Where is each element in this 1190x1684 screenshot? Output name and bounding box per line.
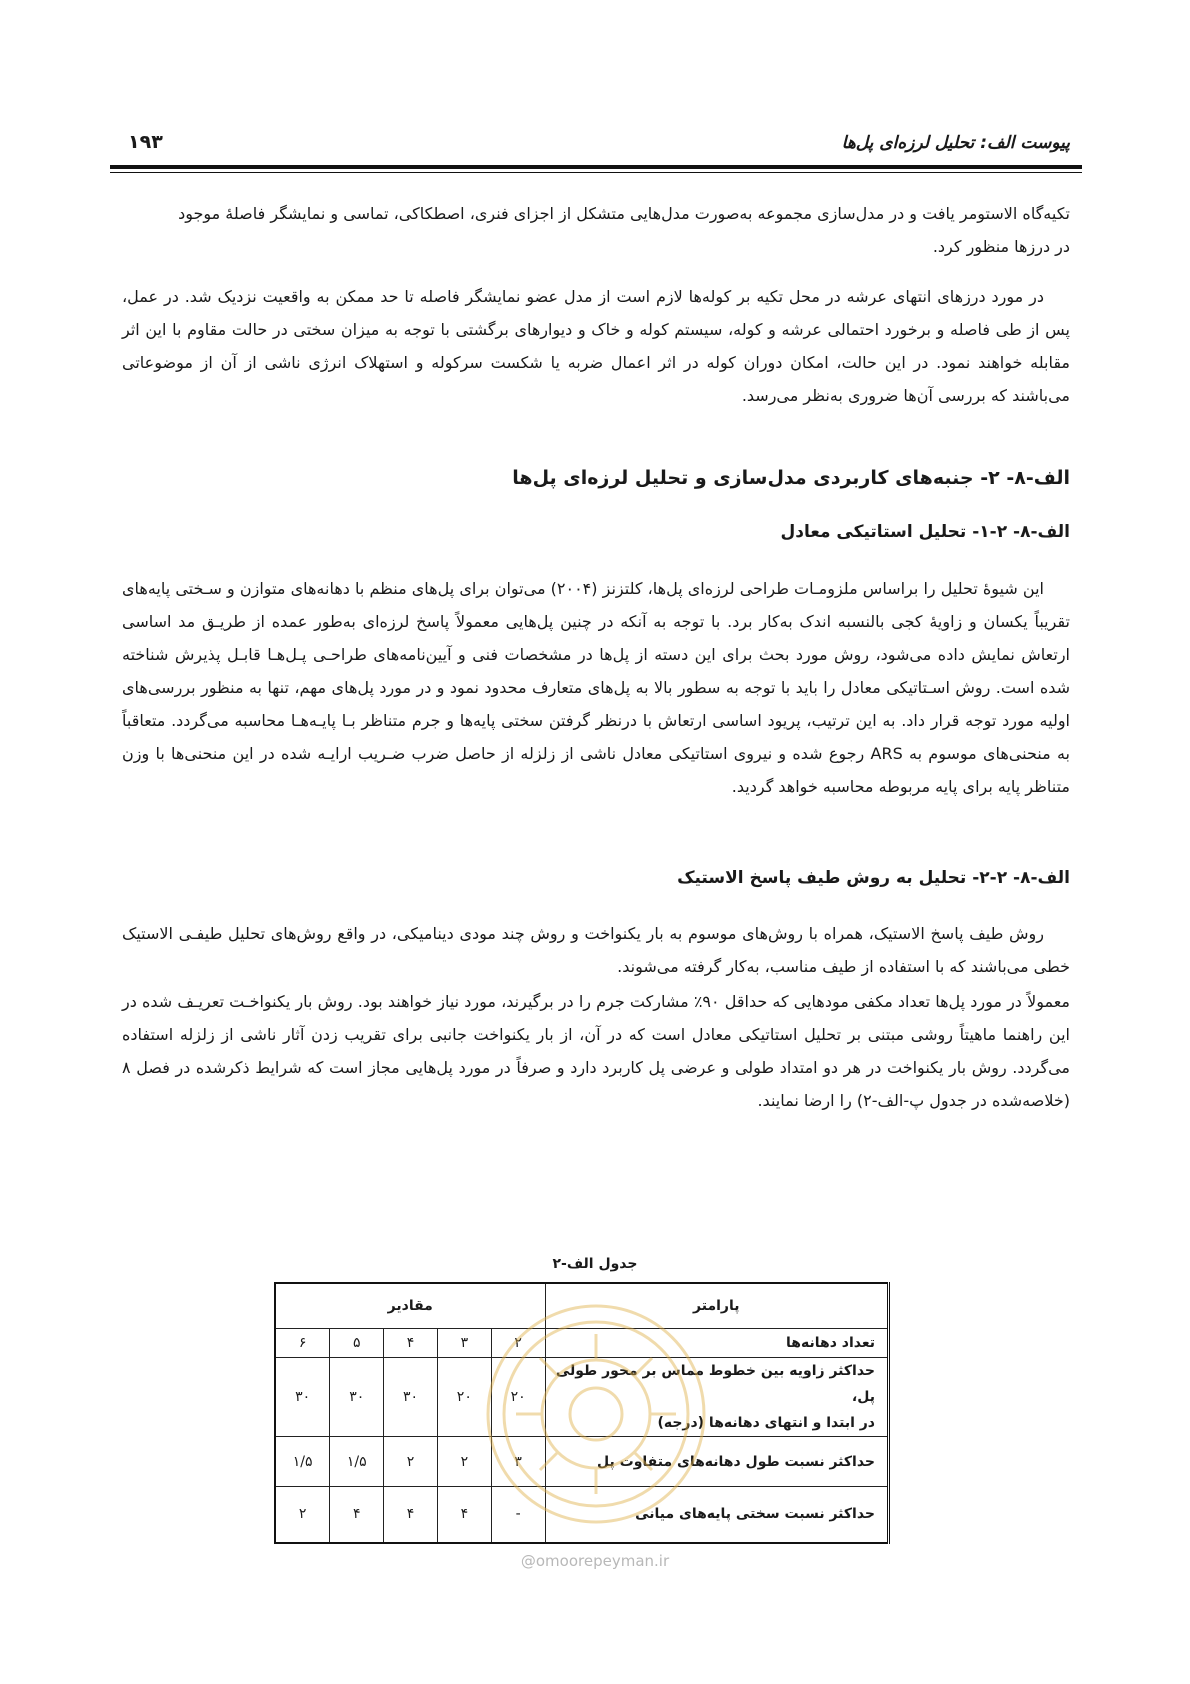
row-value: ۲۰ (437, 1358, 491, 1437)
row-value: ۲ (275, 1487, 330, 1543)
row-param: حداکثر نسبت طول دهانه‌های متفاوت پل (545, 1437, 889, 1487)
row-value: ۳۰ (384, 1358, 438, 1437)
row-value: ۳ (437, 1329, 491, 1358)
paragraph-1 (122, 197, 1070, 263)
row-value: ۲ (437, 1437, 491, 1487)
header-parameter: پارامتر (545, 1283, 889, 1329)
row-value: ۳ (491, 1437, 545, 1487)
table-caption: جدول الف-۲ (552, 1256, 638, 1272)
subsection-heading-2: الف-۸- ۲-۲- تحلیل به روش طیف پاسخ الاستیک (677, 868, 1070, 888)
paragraph-5: معمولاً در مورد پل‌ها تعداد مکفی مودهایی که حداقل ۹۰٪ مشارکت جرم را در برگیرند، مورد نیاز خواهند بود. روش بار یکنواخـت تعریـف شده در این راهنما ماهیتاً روشی مبتنی بر تحلیل استاتیکی معادل است که در آن، از بار یکنواخت جانبی برای تقریب زدن آثار ناشی از زلزله استفاده می‌گردد. روش بار یکنواخت در هر دو امتداد طولی و عرضی پل کاربرد دارد و صرفاً در مورد پل‌هایی مجاز است که شرایط ذکرشده در فصل ۸ (خلاصه‌شده در جدول پ-الف-۲) را ارضا نمایند. (122, 992, 1070, 1110)
section-heading: الف-۸- ۲- جنبه‌های کاربردی مدل‌سازی و تحلیل لرزه‌ای پل‌ها (512, 467, 1070, 489)
paragraph-1-line-2: در درزها منظور کرد. (932, 237, 1070, 256)
watermark-seal-icon (478, 1296, 714, 1532)
row-value: ۲ (491, 1329, 545, 1358)
row-value: - (491, 1487, 545, 1543)
subsection-heading-1: الف-۸- ۲-۱- تحلیل استاتیکی معادل (780, 522, 1070, 542)
row-param-line-2: در ابتدا و انتهای دهانه‌ها (درجه) (657, 1415, 875, 1431)
row-value: ۲۰ (491, 1358, 545, 1437)
row-value: ۴ (330, 1487, 384, 1543)
watermark-text: @omoorepeyman.ir (520, 1552, 670, 1570)
row-value: ۴ (384, 1329, 438, 1358)
header-values: مقادیر (275, 1283, 545, 1329)
page-number: ۱۹۳ (128, 131, 163, 153)
row-value: ۴ (384, 1487, 438, 1543)
row-value: ۱/۵ (330, 1437, 384, 1487)
row-value: ۱/۵ (275, 1437, 330, 1487)
row-param-line-1: حداکثر زاویه بین خطوط مماس بر محور طولی پل، (555, 1363, 875, 1405)
row-value: ۳۰ (330, 1358, 384, 1437)
header-rule-thin (110, 172, 1082, 173)
running-title: پیوست الف: تحلیل لرزه‌ای پل‌ها (841, 133, 1070, 153)
row-param: حداکثر نسبت سختی پایه‌های میانی (545, 1487, 889, 1543)
paragraph-4: روش طیف پاسخ الاستیک، همراه با روش‌های موسوم به بار یکنواخت و روش چند مودی دینامیکی، در واقع روش‌های تحلیل طیفـی الاستیک خطی می‌باشند که با استفاده از طیف مناسب، به‌کار گرفته می‌شوند. (122, 924, 1070, 976)
row-value: ۵ (330, 1329, 384, 1358)
header-rule (110, 165, 1082, 169)
paragraph-1-line-1: تکیه‌گاه الاستومر یافت و در مدل‌سازی مجموعه به‌صورت مدل‌هایی متشکل از اجزای فنری، اصطکاکی، تماسی و نمایشگر فاصلهٔ موجود (178, 204, 1070, 223)
row-value: ۴ (437, 1487, 491, 1543)
row-param: تعداد دهانه‌ها (545, 1329, 889, 1358)
row-value: ۶ (275, 1329, 330, 1358)
paragraph-3: این شیوهٔ تحلیل را براساس ملزومـات طراحی لرزه‌ای پل‌ها، کلتزنز (۲۰۰۴) می‌توان برای پل‌های منظم با دهانه‌های متوازن و سـختی پایه‌های تقریباً یکسان و زاویهٔ کجی بالنسبه اندک به‌کار برد. با توجه به آنکه در چنین پل‌هایی معمولاً پاسخ لرزه‌ای به‌طور عمده از طریـق مد اساسی ارتعاش نمایش داده می‌شود، روش مورد بحث برای این دسته از پل‌ها در مشخصات فنی و آیین‌نامه‌های طراحـی پـل‌هـا قابـل پذیرش شناخته شده است. روش اسـتاتیکی معادل را باید با توجه به سطور بالا به پل‌های متعارف محدود نمود و در مورد پل‌های مهم، تنها به منظور بررسی‌های اولیه مورد توجه قرار داد. به این ترتیب، پریود اساسی ارتعاش با درنظر گرفتن سختی پایه‌ها و جرم متناظر بـا پایـه‌هـا محاسبه می‌گردد. متعاقباً به منحنی‌های موسوم به ARS رجوع شده و نیروی استاتیکی معادل ناشی از زلزله از حاصل ضرب ضـریب ارایـه شده در این منحنی‌ها با وزن متناظر پایه برای پایه مربوطه محاسبه خواهد گردید. (122, 579, 1070, 796)
row-value: ۲ (384, 1437, 438, 1487)
paragraph-2: در مورد درزهای انتهای عرشه در محل تکیه بر کوله‌ها لازم است از مدل عضو نمایشگر فاصله تا حد ممکن به واقعیت نزدیک شد. در عمل، پس از طی فاصله و برخورد احتمالی عرشه و کوله، سیستم کوله و خاک و دیوارهای برگشتی با توجه به میزان سختی در حالت مقاوم با این اثر مقابله خواهند نمود. در این حالت، امکان دوران کوله در اثر اعمال ضربه یا شکست سرکوله و استهلاک انرژی ناشی از آن از موضوعاتی می‌باشند که بررسی آن‌ها ضروری به‌نظر می‌رسد. (122, 287, 1070, 405)
row-value: ۳۰ (275, 1358, 330, 1437)
